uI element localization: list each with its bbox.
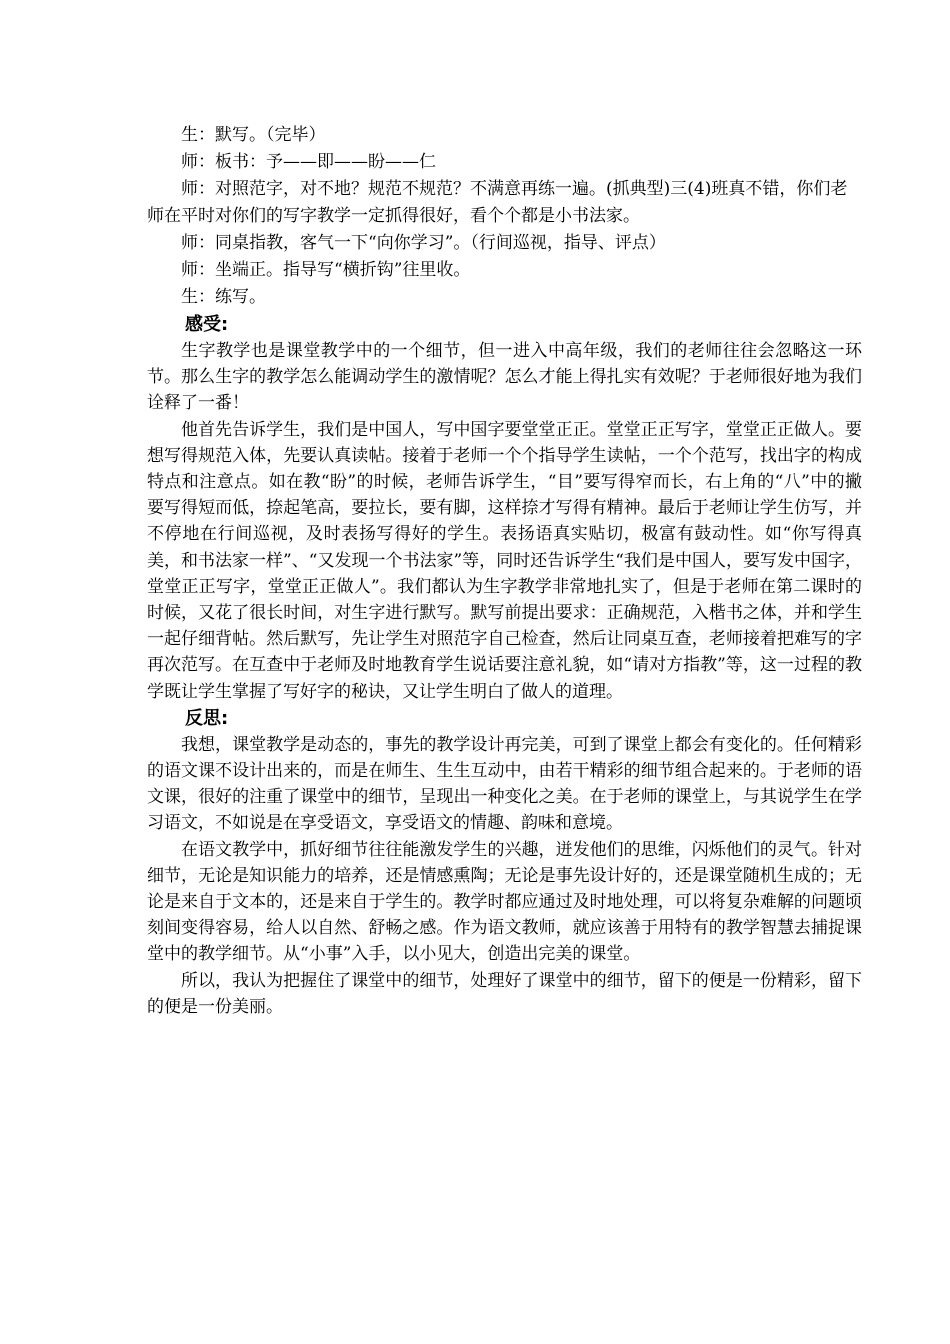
document-page (147, 122, 862, 1020)
reflection-body (147, 732, 862, 1020)
classroom-dialogue (147, 122, 862, 311)
paragraph: 生字教学也是课堂教学中的一个细节，但一进入中高年级，我们的老师往往会忽略这一环节。那么生字的教学怎么能调动学生的激情呢？怎么才能上得扎实有效呢？于老师很好地为我们诠释了一番！ (147, 341, 862, 414)
paragraph: 我想，课堂教学是动态的，事先的教学设计再完美，可到了课堂上都会有变化的。任何精彩的语文课不设计出来的，而是在师生、生生互动中，由若干精彩的细节组合起来的。于老师的语文课，很好的注重了课堂中的细节，呈现出一种变化之美。在于老师的课堂上，与其说学生在学习语文，不如说是在享受语文，享受语文的情趣、韵味和意境。 (147, 734, 862, 834)
dialogue-line: 师：坐端正。指导写“横折钩”往里收。 (181, 260, 471, 280)
dialogue-line: 师：同桌指教，客气一下“向你学习”。（行间巡视，指导、评点） (181, 233, 666, 253)
dialogue-line: 生：练写。 (181, 287, 266, 307)
feelings-body (147, 338, 862, 705)
section-heading-feelings: 感受: (185, 314, 229, 335)
section-heading-reflection: 反思: (185, 707, 229, 729)
paragraph: 在语文教学中，抓好细节往往能激发学生的兴趣，迸发他们的思维，闪烁他们的灵气。针对细节，无论是知识能力的培养，还是情感熏陶；无论是事先设计好的，还是课堂随机生成的；无论是来自于文本的，还是来自于学生的。教学时都应通过及时地处理，可以将复杂难解的问题顷刻间变得容易，给人以自然、舒畅之感。作为语文教师，就应该善于用特有的教学智慧去捕捉课堂中的教学细节。从“小事”入手，以小见大，创造出完美的课堂。 (147, 839, 862, 965)
dialogue-line: 师：对照范字，对不地？规范不规范？不满意再练一遍。(抓典型)三(4)班真不错，你们老师在平时对你们的写字教学一定抓得很好，看个个都是小书法家。 (147, 179, 848, 226)
dialogue-line: 生：默写。（完毕） (181, 125, 326, 145)
dialogue-line: 师：板书：予——即——盼——仁 (181, 152, 436, 172)
paragraph: 所以，我认为把握住了课堂中的细节，处理好了课堂中的细节，留下的便是一份精彩，留下的便是一份美丽。 (147, 970, 862, 1017)
paragraph: 他首先告诉学生，我们是中国人，写中国字要堂堂正正。堂堂正正写字，堂堂正正做人。要想写得规范入体，先要认真读帖。接着于老师一个个指导学生读帖，一个个范写，找出字的构成特点和注意点。如在教“盼”的时候，老师告诉学生，“目”要写得窄而长，右上角的“八”中的撇要写得短而低，捺起笔高，要拉长，要有脚，这样捺才写得有精神。最后于老师让学生仿写，并不停地在行间巡视，及时表扬写得好的学生。表扬语真实贴切，极富有鼓动性。如“你写得真美，和书法家一样”、“又发现一个书法家”等，同时还告诉学生“我们是中国人，要写发中国字，堂堂正正写字，堂堂正正做人”。我们都认为生字教学非常地扎实了，但是于老师在第二课时的时候，又花了很长时间，对生字进行默写。默写前提出要求：正确规范，入楷书之体，并和学生一起仔细背帖。然后默写，先让学生对照范字自己检查，然后让同桌互查，老师接着把难写的字再次范写。在互查中于老师及时地教育学生说话要注意礼貌，如“请对方指教”等，这一过程的教学既让学生掌握了写好字的秘诀，又让学生明白了做人的道理。 (147, 419, 862, 702)
